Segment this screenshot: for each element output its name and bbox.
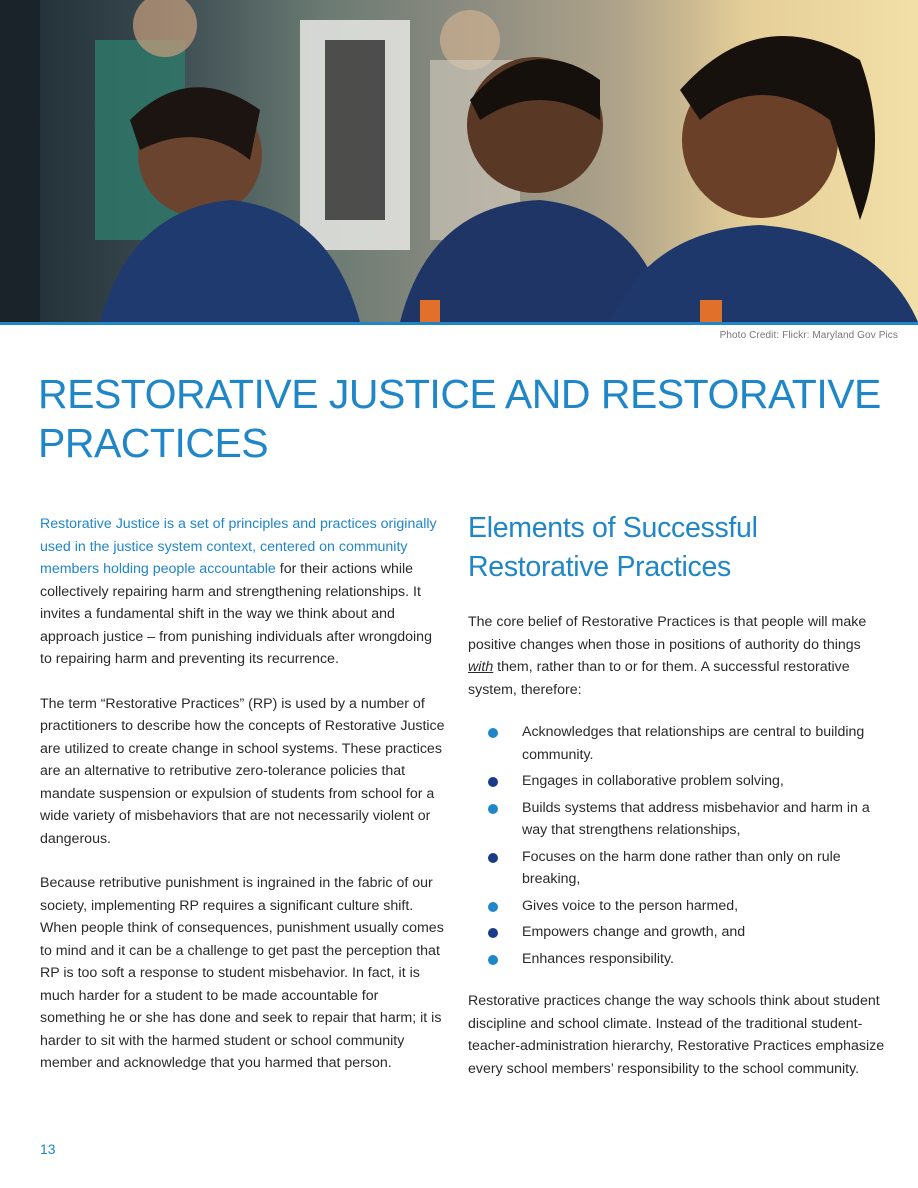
list-item [468, 921, 888, 944]
list-item-text: Empowers change and growth, and [522, 924, 746, 940]
page-number: 13 [40, 1141, 56, 1157]
list-item-text: Gives voice to the person harmed, [522, 897, 739, 914]
students-in-classroom-photo [0, 0, 918, 322]
emphasis-with: with [468, 659, 494, 675]
list-item-text: Focuses on the harm done rather than only on rule breaking, [522, 848, 841, 887]
list-item [468, 721, 888, 766]
list-item-text: Acknowledges that relationships are central to building community. [522, 724, 865, 763]
bullet-dot-icon [488, 853, 498, 863]
bullet-dot-icon [488, 804, 498, 814]
definition-highlight: Restorative Justice is a set of principles and practices originally used in the justice system context, centered on community members holding people accountable [40, 516, 437, 577]
header-photo [0, 0, 918, 322]
list-item-text: Engages in collaborative problem solving, [522, 773, 784, 789]
intro-rest: for their actions while collectively repairing harm and strengthening relationships. It invites a fundamental shift in the way we think about and approach justice – from punishing individuals after wrongdoing to repairing harm and preventing its recurrence. [40, 561, 432, 667]
list-item [468, 770, 888, 793]
bullet-dot-icon [488, 777, 498, 787]
list-item [468, 846, 888, 891]
closing-paragraph: Restorative practices change the way schools think about student discipline and school climate. Instead of the traditional student-teacher-administration hierarchy, Restorative Practices emphasize every school members’ responsibility to the school community. [468, 993, 885, 1077]
right-column [468, 509, 888, 1080]
list-item [468, 797, 888, 842]
core-belief-text-b: them, rather than to or for them. A successful restorative system, therefore: [468, 659, 850, 698]
core-belief-text-a: The core belief of Restorative Practices is that people will make positive changes when those in positions of authority do things [468, 614, 867, 653]
list-item-text: Builds systems that address misbehavior and harm in a way that strengthens relationships, [522, 799, 870, 838]
culture-shift-paragraph: Because retributive punishment is ingrained in the fabric of our society, implementing RP requires a significant culture shift. When people think of consequences, punishment usually comes to mind and it can be a challenge to get past the perception that RP is too soft a response to student misbehavior. In fact, it is much harder for a student to be made accountable for something he or she has done and seek to repair that harm; it is harder to sit with the harmed student or school community member and acknowledge that you harmed that person. [40, 875, 444, 1071]
core-belief-paragraph [468, 611, 888, 701]
list-item [468, 895, 888, 918]
rp-paragraph: The term “Restorative Practices” (RP) is used by a number of practitioners to describe how the concepts of Restorative Justice are utilized to create change in school systems. These practices are an alternative to retributive zero-tolerance policies that mandate suspension or expulsion of students from school for a wide variety of misbehaviors that are not necessarily violent or dangerous. [40, 695, 445, 847]
page-title: RESTORATIVE JUSTICE AND RESTORATIVE PRACTICES [38, 371, 881, 466]
section-heading: Elements of Successful Restorative Practices [468, 512, 758, 583]
bullet-dot-icon [488, 902, 498, 912]
list-item-text: Enhances responsibility. [522, 950, 674, 967]
bullet-dot-icon [488, 928, 498, 938]
list-item [468, 948, 888, 971]
photo-credit: Photo Credit: Flickr: Maryland Gov Pics [719, 330, 898, 341]
bullet-dot-icon [488, 955, 498, 965]
photo-divider [0, 322, 918, 325]
bullet-dot-icon [488, 728, 498, 738]
left-column [40, 513, 446, 1097]
elements-list [468, 721, 888, 970]
intro-paragraph [40, 513, 446, 671]
